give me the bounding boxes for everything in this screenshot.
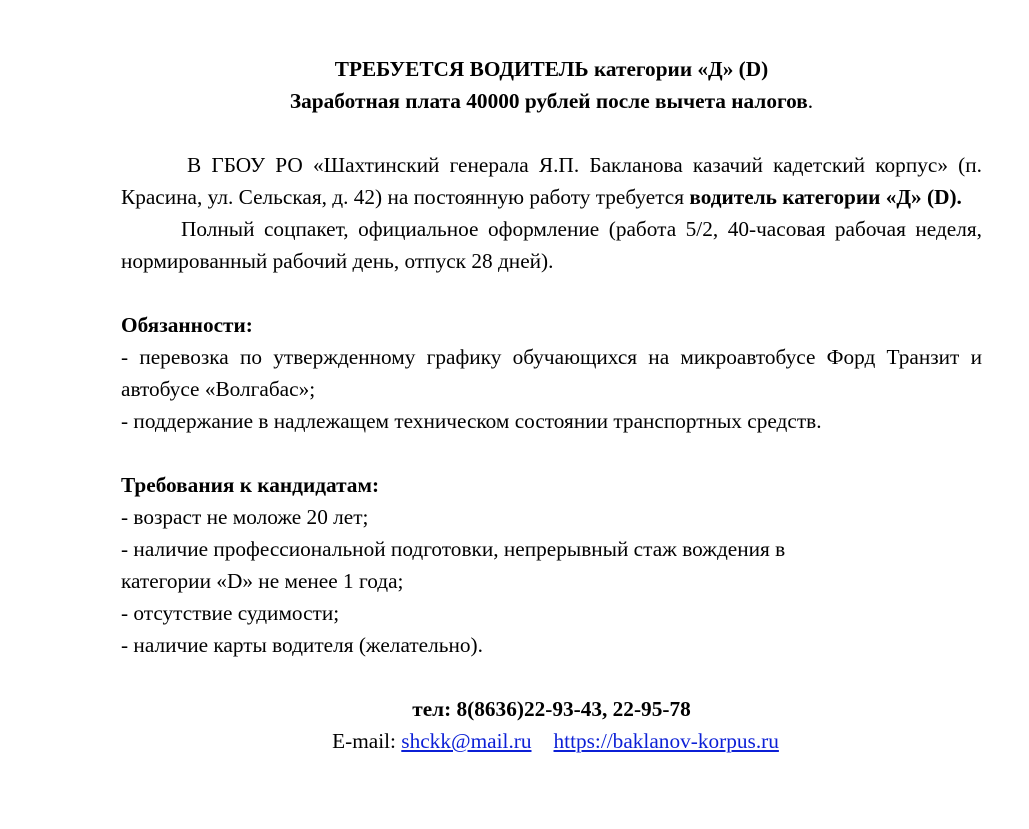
phone-line: тел: 8(8636)22-93-43, 22-95-78 (412, 697, 691, 721)
website-link[interactable]: https://baklanov-korpus.ru (553, 729, 779, 753)
requirement-item: - наличие карты водителя (желательно). (121, 633, 483, 657)
salary-line (121, 85, 982, 117)
spacer (121, 277, 982, 309)
salary-text: Заработная плата 40000 рублей после вычета налогов (289, 89, 808, 113)
requirement-item: категории «D» не менее 1 года; (121, 569, 404, 593)
spacer (121, 117, 982, 149)
requirement-item: - отсутствие судимости; (121, 601, 340, 625)
contacts-line (121, 725, 982, 757)
intro-paragraph (121, 149, 982, 213)
intro-position: водитель категории «Д» (D). (689, 185, 962, 209)
document-title: ТРЕБУЕТСЯ ВОДИТЕЛЬ категории «Д» (D) (334, 57, 769, 81)
document-page (121, 53, 982, 757)
duties-heading: Обязанности: (121, 313, 253, 337)
email-link[interactable]: shckk@mail.ru (401, 729, 532, 753)
spacer (121, 661, 982, 693)
spacer (121, 437, 982, 469)
requirements-heading: Требования к кандидатам: (121, 473, 380, 497)
email-label: E-mail: (332, 729, 402, 753)
intro-text: В ГБОУ РО «Шахтинский генерала Я.П. Бакланова казачий кадетский корпус» (п. Красина, ул. Сельская, д. 42) на постоянную работу требуется (121, 153, 982, 209)
benefits-paragraph: Полный соцпакет, официальное оформление (работа 5/2, 40-часовая рабочая неделя, нормированный рабочий день, отпуск 28 дней). (121, 217, 982, 273)
duty-item: - перевозка по утвержденному графику обучающихся на микроавтобусе Форд Транзит и автобусе «Волгабас»; (121, 345, 982, 401)
duty-item: - поддержание в надлежащем техническом состоянии транспортных средств. (121, 409, 822, 433)
salary-period: . (807, 89, 814, 113)
requirement-item: - возраст не моложе 20 лет; (121, 505, 369, 529)
requirement-item: - наличие профессиональной подготовки, непрерывный стаж вождения в (121, 537, 786, 561)
